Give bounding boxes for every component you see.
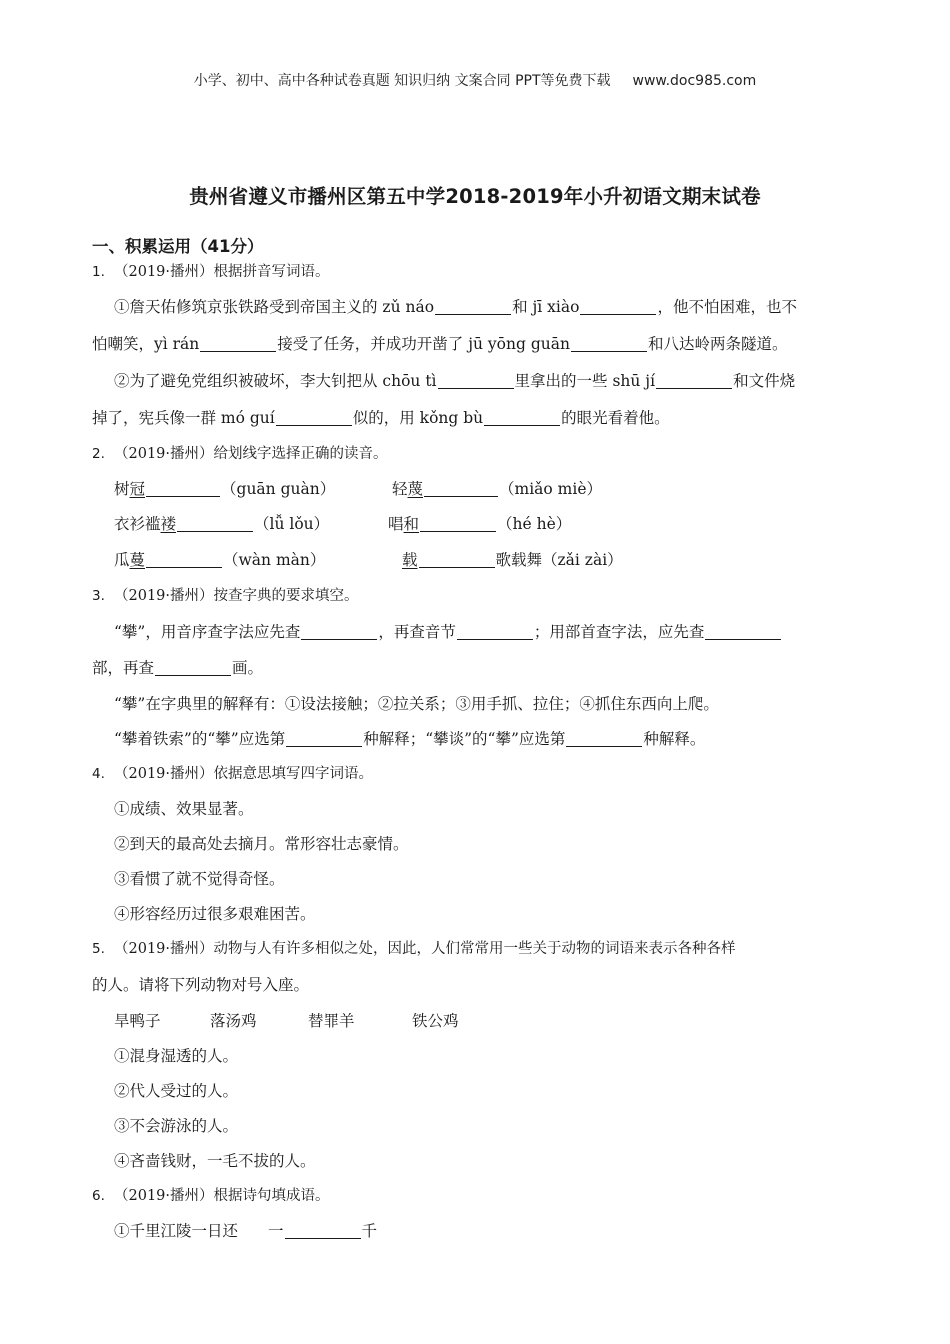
q3-line-3: “攀”在字典里的解释有：①设法接触；②拉关系；③用手抓、拉住；④抓住东西向上爬。 [114, 695, 719, 713]
question-5: 5. （2019·播州）动物与人有许多相似之处，因此，人们常常用一些关于动物的词语来表示各种各样 [92, 941, 736, 957]
answer-blank[interactable] [177, 515, 253, 532]
section-heading: 一、积累运用（41分） [92, 237, 264, 256]
answer-blank[interactable] [424, 480, 498, 497]
answer-blank[interactable] [285, 1222, 361, 1239]
answer-blank[interactable] [286, 730, 362, 747]
q5-item: ②代人受过的人。 [114, 1082, 239, 1100]
question-6: 6. （2019·播州）根据诗句填成语。 [92, 1188, 330, 1204]
q4-item: ②到天的最高处去摘月。常形容壮志豪情。 [114, 835, 409, 853]
answer-blank[interactable] [420, 515, 496, 532]
question-2: 2. （2019·播州）给划线字选择正确的读音。 [92, 446, 388, 462]
answer-blank[interactable] [571, 335, 647, 352]
answer-blank[interactable] [301, 623, 377, 640]
header-text: 小学、初中、高中各种试卷真题 知识归纳 文案合同 PPT等免费下载 [193, 73, 611, 89]
q3-line-1: “攀”，用音序查字法应先查 ，再查音节 ；用部首查字法，应先查 [114, 620, 782, 642]
animal-word: 落汤鸡 [210, 1012, 257, 1030]
q2-item: 瓜蔓 （wàn màn） [114, 551, 326, 569]
header-site: www.doc985.com [632, 73, 757, 89]
answer-blank[interactable] [146, 480, 220, 497]
question-4: 4. （2019·播州）依据意思填写四字词语。 [92, 766, 374, 782]
answer-blank[interactable] [438, 372, 514, 389]
answer-blank[interactable] [419, 551, 495, 568]
q2-item: 树冠 （guān guàn） [114, 480, 336, 498]
animal-word: 旱鸭子 [114, 1012, 161, 1030]
answer-blank[interactable] [457, 623, 533, 640]
answer-blank[interactable] [200, 335, 276, 352]
answer-blank[interactable] [705, 623, 781, 640]
q1-line-2: 怕嘲笑，yì rán 接受了任务，并成功开凿了 jū yōng guān 和八达岭两条隧道。 [92, 335, 788, 353]
q5-item: ④吝啬钱财，一毛不拔的人。 [114, 1152, 316, 1170]
q4-item: ③看惯了就不觉得奇怪。 [114, 870, 285, 888]
page-header [0, 70, 950, 90]
answer-blank[interactable] [155, 659, 231, 676]
question-3: 3. （2019·播州）按查字典的要求填空。 [92, 588, 359, 604]
q5-item: ①混身湿透的人。 [114, 1047, 239, 1065]
q4-item: ④形容经历过很多艰难困苦。 [114, 905, 316, 923]
question-5-cont: 的人。请将下列动物对号入座。 [92, 976, 310, 994]
q1-line-4: 掉了，宪兵像一群 mó guí 似的，用 kǒng bù 的眼光看着他。 [92, 409, 670, 427]
q1-line-3: ②为了避免党组织被破坏，李大钊把从 chōu tì 里拿出的一些 shū jí 和文件烧 [114, 372, 796, 390]
q6-line-1: ①千里江陵一日还 一 千 [114, 1222, 378, 1240]
q2-item: 衣衫褴褛 （lǚ lǒu） [114, 515, 330, 533]
q3-line-2: 部，再查 画。 [92, 659, 264, 677]
q5-item: ③不会游泳的人。 [114, 1117, 239, 1135]
q2-item: 唱和 （hé hè） [388, 515, 572, 533]
page-title: 贵州省遵义市播州区第五中学2018-2019年小升初语文期末试卷 [189, 185, 761, 208]
answer-blank[interactable] [146, 551, 222, 568]
answer-blank[interactable] [656, 372, 732, 389]
q4-item: ①成绩、效果显著。 [114, 800, 254, 818]
answer-blank[interactable] [566, 730, 642, 747]
q3-line-4: “攀着铁索”的“攀”应选第 种解释；“攀谈”的“攀”应选第 种解释。 [114, 730, 706, 748]
answer-blank[interactable] [484, 409, 560, 426]
q1-line-1: ①詹天佑修筑京张铁路受到帝国主义的 zǔ náo 和 jī xiào ，他不怕困难，也不 [114, 298, 797, 316]
answer-blank[interactable] [435, 298, 511, 315]
animal-word: 铁公鸡 [412, 1012, 459, 1030]
question-1: 1. （2019·播州）根据拼音写词语。 [92, 264, 330, 280]
answer-blank[interactable] [276, 409, 352, 426]
q2-item: 载 歌载舞（zǎi zài） [402, 551, 623, 569]
answer-blank[interactable] [580, 298, 656, 315]
animal-word: 替罪羊 [308, 1012, 355, 1030]
q2-item: 轻蔑 （miǎo miè） [392, 480, 603, 498]
